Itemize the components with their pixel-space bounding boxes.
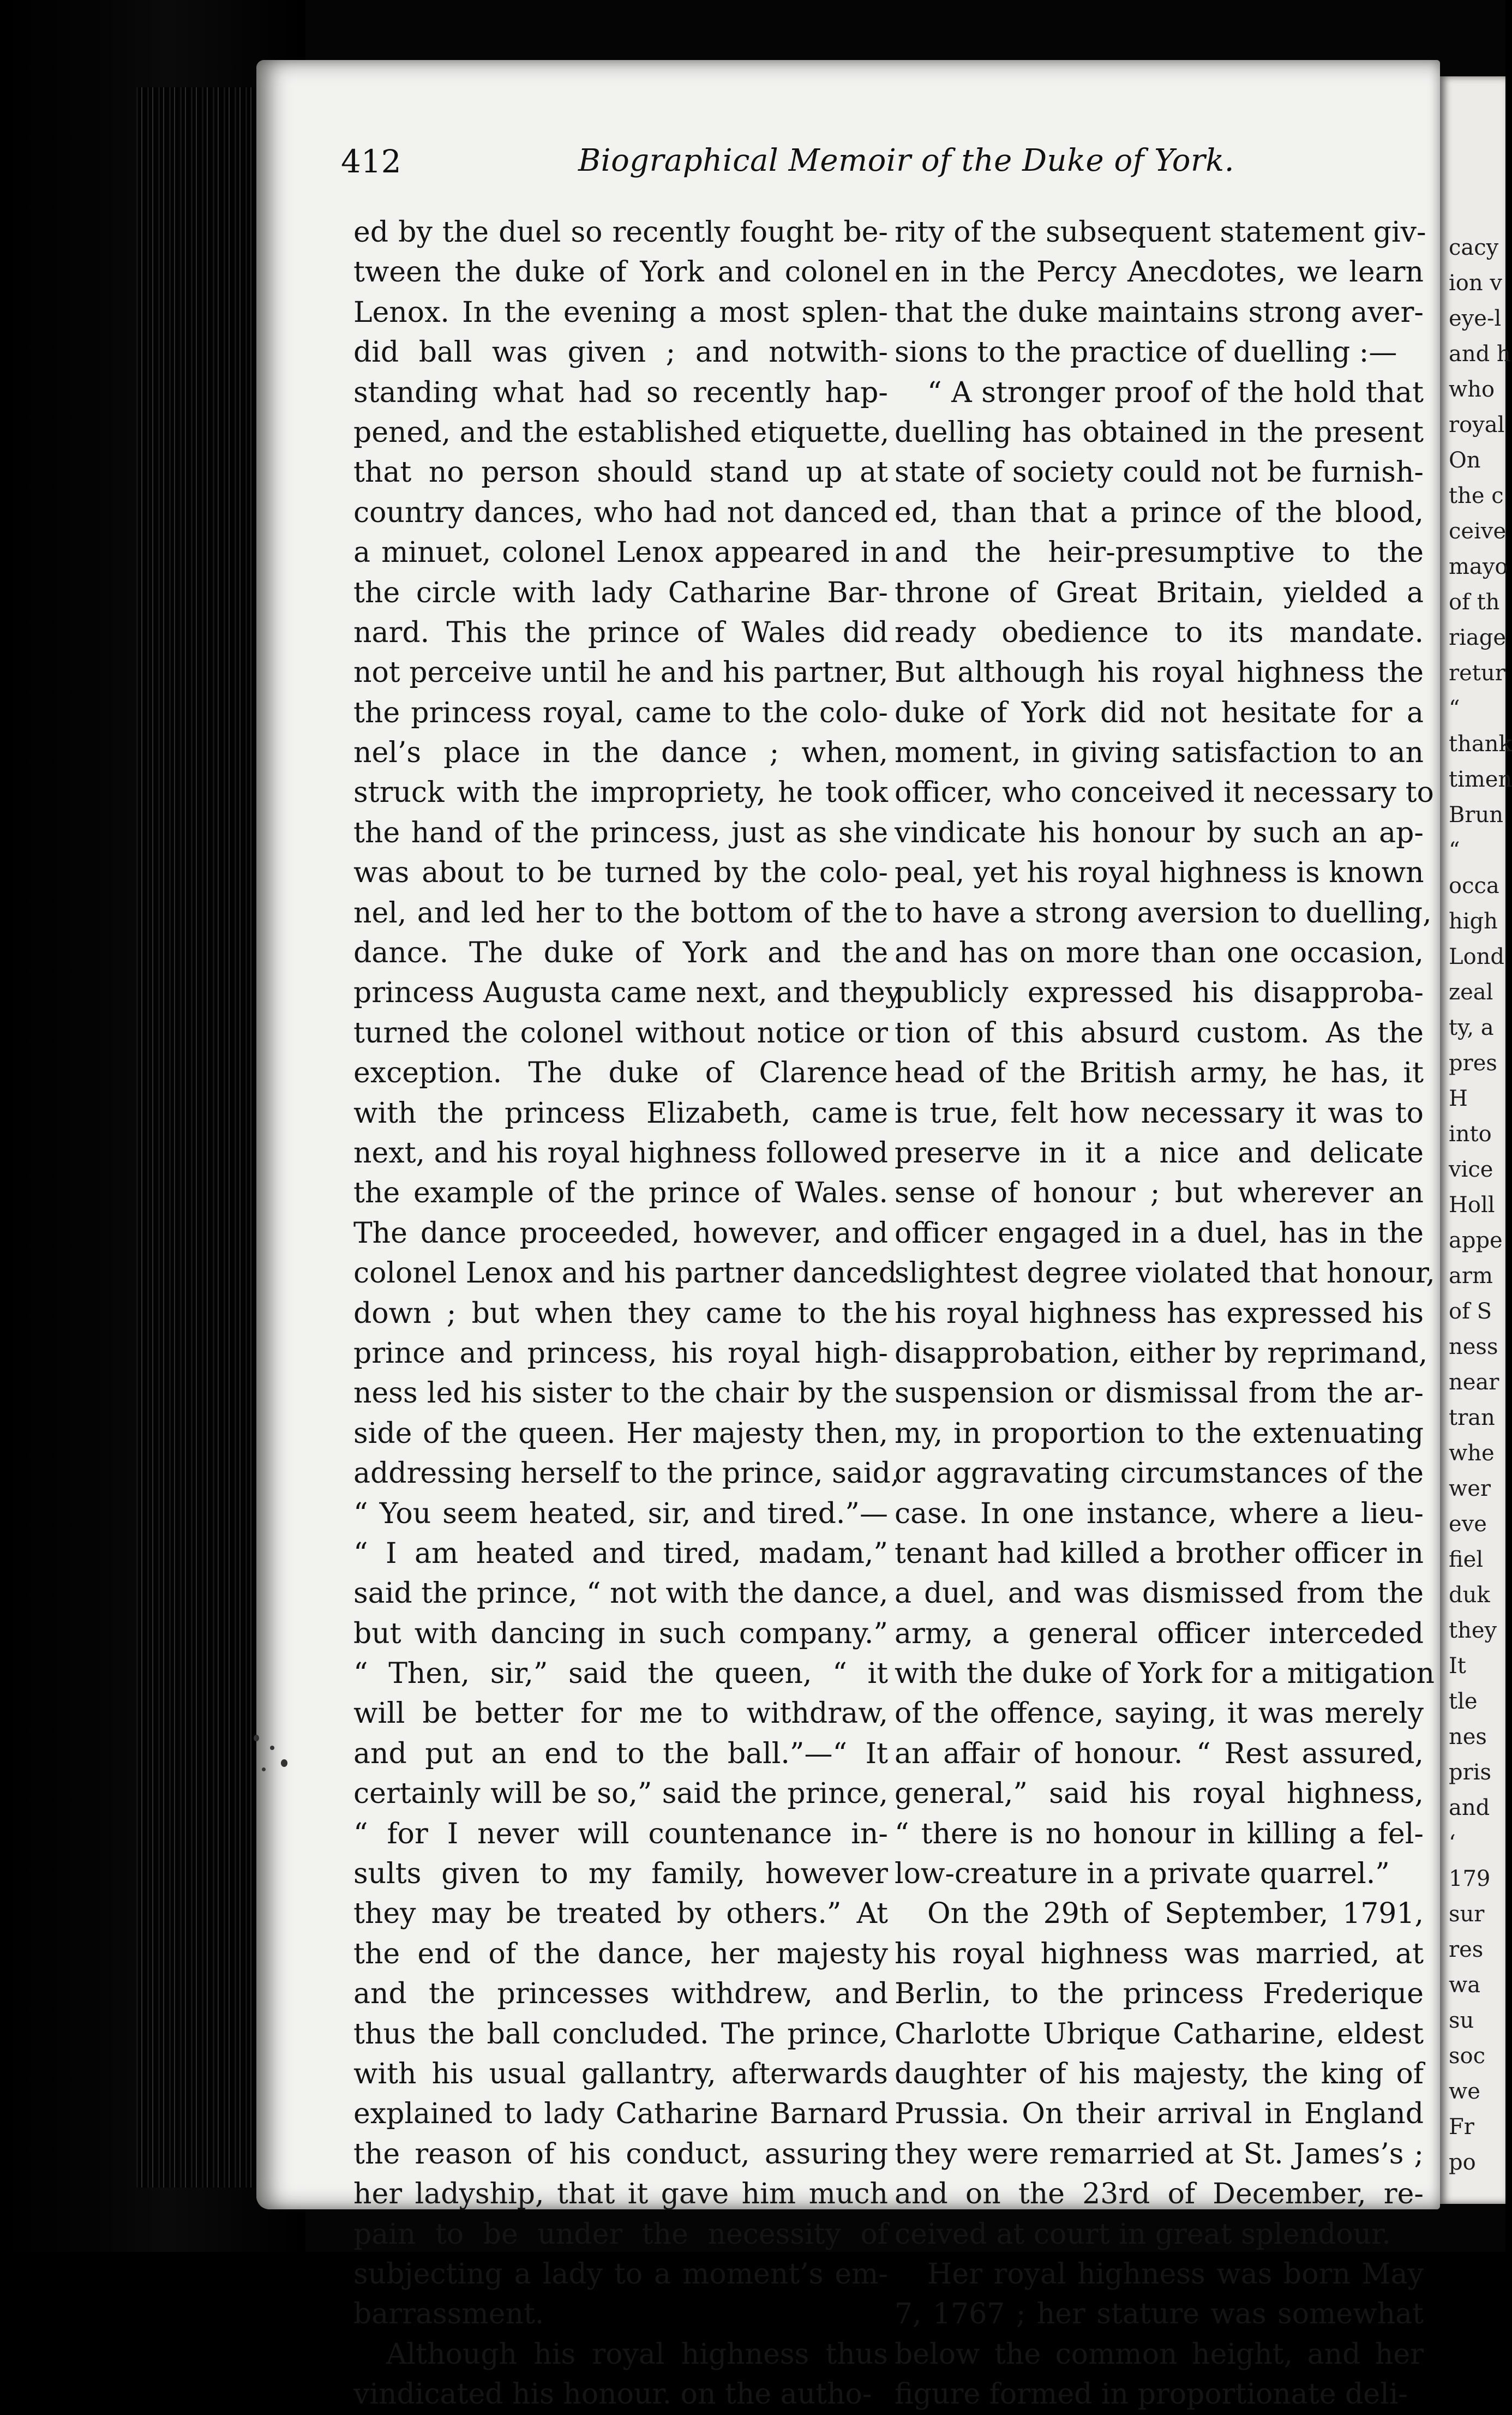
facing-text-line: and xyxy=(1449,1795,1490,1820)
facing-text-line: thank xyxy=(1449,732,1512,757)
facing-text-line: Holl xyxy=(1449,1192,1495,1218)
facing-text-line: whe xyxy=(1449,1441,1495,1466)
facing-text-line: tran xyxy=(1449,1405,1495,1430)
text-line: nard. This the prince of Wales did xyxy=(353,616,888,649)
facing-text-line: and h xyxy=(1449,341,1511,367)
facing-text-line: On xyxy=(1449,448,1481,473)
text-line: rity of the subsequent statement giv- xyxy=(895,216,1426,249)
text-line: that the duke maintains strong aver- xyxy=(895,296,1424,329)
text-line: “ Then, sir,” said the queen, “ it xyxy=(353,1657,888,1691)
facing-text-line: It xyxy=(1449,1653,1466,1679)
text-line: they were remarried at St. James’s ; xyxy=(895,2137,1424,2171)
facing-text-line: fiel xyxy=(1449,1547,1484,1572)
text-line: the end of the dance, her majesty xyxy=(353,1937,888,1970)
text-line: the example of the prince of Wales. xyxy=(353,1177,888,1210)
facing-text-line: wer xyxy=(1449,1476,1491,1501)
text-line: a duel, and was dismissed from the xyxy=(895,1577,1424,1610)
text-line: with the duke of York for a mitigation xyxy=(895,1657,1435,1691)
text-line: moment, in giving satisfaction to an xyxy=(895,736,1424,770)
facing-text-line: “ xyxy=(1449,696,1460,721)
text-line: with his usual gallantry, afterwards xyxy=(353,2057,888,2090)
text-line: addressing herself to the prince, said, xyxy=(353,1457,900,1490)
text-line: daughter of his majesty, the king of xyxy=(895,2057,1424,2090)
facing-text-line: 179 xyxy=(1449,1866,1491,1891)
text-line: preserve in it a nice and delicate xyxy=(895,1136,1424,1170)
text-line: prince and princess, his royal high- xyxy=(353,1337,888,1370)
facing-text-line: royal xyxy=(1449,412,1505,438)
facing-text-line: of S xyxy=(1449,1299,1492,1324)
text-line: subjecting a lady to a moment’s em- xyxy=(353,2257,888,2291)
left-text-column xyxy=(353,213,902,2414)
text-line: “ You seem heated, sir, and tired.”— xyxy=(353,1497,888,1530)
text-line: sions to the practice of duelling :— xyxy=(895,336,1397,369)
text-line: the princess royal, came to the colo- xyxy=(353,696,888,729)
text-line: they may be treated by others.” At xyxy=(353,1897,888,1931)
facing-text-line: they xyxy=(1449,1618,1497,1643)
facing-text-line: zeal xyxy=(1449,980,1493,1005)
text-line: head of the British army, he has, it xyxy=(895,1057,1424,1090)
facing-text-line: ness xyxy=(1449,1334,1498,1359)
text-line: state of society could not be furnish- xyxy=(895,456,1424,489)
text-line: or aggravating circumstances of the xyxy=(895,1457,1424,1490)
facing-text-line: near xyxy=(1449,1370,1499,1395)
text-line: pened, and the established etiquette, xyxy=(353,416,890,449)
facing-text-line: retur xyxy=(1449,661,1505,686)
text-line: “ A stronger proof of the hold that xyxy=(927,376,1424,409)
text-line: an affair of honour. “ Rest assured, xyxy=(895,1737,1424,1770)
text-line: turned the colonel without notice or xyxy=(353,1016,888,1050)
text-line: case. In one instance, where a lieu- xyxy=(895,1497,1424,1530)
text-line: standing what had so recently hap- xyxy=(353,376,888,409)
text-line: throne of Great Britain, yielded a xyxy=(895,576,1424,609)
text-line: ness led his sister to the chair by the xyxy=(353,1377,888,1410)
text-line: that no person should stand up at xyxy=(353,456,888,489)
text-line: did ball was given ; and notwith- xyxy=(353,336,888,369)
text-line: a minuet, colonel Lenox appeared in xyxy=(353,536,888,570)
facing-text-line: ceive xyxy=(1449,519,1507,544)
running-head: Biographical Memoir of the Duke of York. xyxy=(578,143,1234,178)
text-line: exception. The duke of Clarence xyxy=(353,1057,888,1090)
page-header xyxy=(0,143,1505,181)
text-line: 7, 1767 ; her stature was somewhat xyxy=(895,2298,1424,2331)
facing-text-line: pris xyxy=(1449,1760,1492,1785)
text-line: struck with the impropriety, he took xyxy=(353,776,888,810)
text-line: peal, yet his royal highness is known xyxy=(895,856,1424,890)
text-line: and has on more than one occasion, xyxy=(895,937,1424,970)
text-line: princess Augusta came next, and they xyxy=(353,976,902,1010)
text-line: low-creature in a private quarrel.” xyxy=(895,1857,1390,1891)
text-line: tion of this absurd custom. As the xyxy=(895,1016,1424,1050)
text-line: publicly expressed his disapproba- xyxy=(895,976,1424,1010)
text-line: his royal highness was married, at xyxy=(895,1937,1424,1970)
text-line: Her royal highness was born May xyxy=(927,2257,1424,2291)
text-line: suspension or dismissal from the ar- xyxy=(895,1377,1424,1410)
facing-text-line: Brun xyxy=(1449,802,1504,828)
text-line: down ; but when they came to the xyxy=(353,1297,888,1330)
facing-text-line: soc xyxy=(1449,2044,1486,2069)
page-fore-edge xyxy=(136,87,262,2188)
text-line: below the common height, and her xyxy=(895,2338,1424,2371)
facing-text-line: wa xyxy=(1449,1973,1481,1998)
facing-text-line: timen xyxy=(1449,767,1512,792)
text-line: the circle with lady Catharine Bar- xyxy=(353,576,888,609)
text-line: certainly will be so,” said the prince, xyxy=(353,1777,888,1811)
text-line: vindicated his honour. on the autho- xyxy=(353,2378,872,2411)
text-line: general,” said his royal highness, xyxy=(895,1777,1424,1811)
text-line: side of the queen. Her majesty then, xyxy=(353,1417,888,1450)
facing-text-line: arm xyxy=(1449,1263,1493,1289)
text-line: Lenox. In the evening a most splen- xyxy=(353,296,888,329)
text-line: sults given to my family, however xyxy=(353,1857,888,1891)
facing-text-line: po xyxy=(1449,2150,1476,2175)
facing-text-line: occa xyxy=(1449,873,1499,898)
text-line: his royal highness has expressed his xyxy=(895,1297,1424,1330)
facing-text-line: res xyxy=(1449,1937,1484,1962)
facing-text-line: cacy xyxy=(1449,235,1499,260)
facing-text-line: sur xyxy=(1449,1902,1485,1927)
facing-text-line: H xyxy=(1449,1086,1468,1111)
text-line: said the prince, “ not with the dance, xyxy=(353,1577,889,1610)
text-line: will be better for me to withdraw, xyxy=(353,1697,888,1730)
text-line: officer, who conceived it necessary to xyxy=(895,776,1434,810)
text-line: army, a general officer interceded xyxy=(895,1617,1424,1650)
facing-text-line: su xyxy=(1449,2008,1474,2033)
facing-text-line: ion v xyxy=(1449,271,1502,296)
text-line: thus the ball concluded. The prince, xyxy=(353,2017,888,2051)
text-line: slightest degree violated that honour, xyxy=(895,1257,1435,1290)
text-line: of the offence, saying, it was merely xyxy=(895,1697,1424,1730)
text-line: nel’s place in the dance ; when, xyxy=(353,736,888,770)
text-line: vindicate his honour by such an ap- xyxy=(895,816,1424,849)
facing-text-line: Fr xyxy=(1449,2114,1474,2140)
text-line: “ I am heated and tired, madam,” xyxy=(353,1537,888,1570)
text-line: “ for I never will countenance in- xyxy=(353,1817,888,1850)
text-line: not perceive until he and his partner, xyxy=(353,656,889,690)
facing-text-line: of th xyxy=(1449,590,1500,615)
text-line: explained to lady Catharine Barnard xyxy=(353,2098,888,2131)
text-line: and put an end to the ball.”—“ It xyxy=(353,1737,888,1770)
facing-text-line: duk xyxy=(1449,1583,1490,1608)
facing-text-line: who xyxy=(1449,377,1495,402)
text-line: duelling has obtained in the present xyxy=(895,416,1424,449)
text-line: ed, than that a prince of the blood, xyxy=(895,496,1424,529)
text-line: country dances, who had not danced xyxy=(353,496,888,529)
text-line: On the 29th of September, 1791, xyxy=(927,1897,1424,1931)
facing-text-line: vice xyxy=(1449,1157,1493,1182)
facing-text-line: the c xyxy=(1449,483,1504,508)
page-number: 412 xyxy=(341,143,401,180)
text-line: ceived at court in great splendour. xyxy=(895,2218,1391,2251)
text-line: sense of honour ; but wherever an xyxy=(895,1177,1424,1210)
text-line: figure formed in proportionate deli- xyxy=(895,2378,1408,2411)
text-line: The dance proceeded, however, and xyxy=(353,1217,888,1250)
facing-text-line: appe xyxy=(1449,1228,1503,1253)
facing-text-line: eve xyxy=(1449,1512,1487,1537)
ink-specks xyxy=(248,1729,297,1789)
text-line: with the princess Elizabeth, came xyxy=(353,1096,888,1130)
facing-text-line: we xyxy=(1449,2079,1480,2104)
facing-text-line: tle xyxy=(1449,1689,1478,1714)
text-line: and on the 23rd of December, re- xyxy=(895,2178,1424,2211)
text-line: ready obedience to its mandate. xyxy=(895,616,1424,649)
text-line: the reason of his conduct, assuring xyxy=(353,2137,888,2171)
text-line: was about to be turned by the colo- xyxy=(353,856,888,890)
text-line: duke of York did not hesitate for a xyxy=(895,696,1424,729)
facing-text-line: pres xyxy=(1449,1051,1497,1076)
text-line: but with dancing in such company.” xyxy=(353,1617,888,1650)
facing-text-line: into xyxy=(1449,1122,1492,1147)
facing-text-line: Lond xyxy=(1449,944,1505,969)
text-line: her ladyship, that it gave him much xyxy=(353,2178,888,2211)
facing-text-line: eye-l xyxy=(1449,306,1502,331)
text-line: officer engaged in a duel, has in the xyxy=(895,1217,1424,1250)
facing-text-line: “ xyxy=(1449,838,1460,863)
text-line: Although his royal highness thus xyxy=(386,2338,888,2371)
facing-text-line: nes xyxy=(1449,1724,1487,1749)
text-line: disapprobation, either by reprimand, xyxy=(895,1337,1428,1370)
text-line: pain to be under the necessity of xyxy=(353,2218,888,2251)
facing-page-fragment xyxy=(1440,76,1512,2204)
text-line: colonel Lenox and his partner danced xyxy=(353,1257,897,1290)
text-line: tween the duke of York and colonel xyxy=(353,256,888,289)
text-line: Berlin, to the princess Frederique xyxy=(895,1977,1424,2011)
facing-text-line: high xyxy=(1449,909,1498,934)
text-line: en in the Percy Anecdotes, we learn xyxy=(895,256,1424,289)
facing-text-line: ‘ xyxy=(1449,1831,1456,1856)
text-line: But although his royal highness the xyxy=(895,656,1424,690)
text-line: and the princesses withdrew, and xyxy=(353,1977,888,2011)
text-line: ed by the duel so recently fought be- xyxy=(353,216,888,249)
text-line: and the heir-presumptive to the xyxy=(895,536,1424,570)
text-line: tenant had killed a brother officer in xyxy=(895,1537,1424,1570)
text-line: the hand of the princess, just as she xyxy=(353,816,888,849)
text-line: is true, felt how necessary it was to xyxy=(895,1096,1424,1130)
text-line: Charlotte Ubrique Catharine, eldest xyxy=(895,2017,1424,2051)
text-line: to have a strong aversion to duelling, xyxy=(895,896,1432,930)
text-line: barrassment. xyxy=(353,2298,544,2331)
text-line: my, in proportion to the extenuating xyxy=(895,1417,1424,1450)
facing-text-line: ty, a xyxy=(1449,1015,1494,1040)
text-line: “ there is no honour in killing a fel- xyxy=(895,1817,1424,1850)
facing-text-line: riage xyxy=(1449,625,1507,650)
facing-text-line: mayo xyxy=(1449,554,1508,579)
text-line: Prussia. On their arrival in England xyxy=(895,2098,1424,2131)
text-line: nel, and led her to the bottom of the xyxy=(353,896,888,930)
right-text-column xyxy=(895,213,1435,2414)
text-line: next, and his royal highness followed xyxy=(353,1136,888,1170)
text-line: dance. The duke of York and the xyxy=(353,937,888,970)
